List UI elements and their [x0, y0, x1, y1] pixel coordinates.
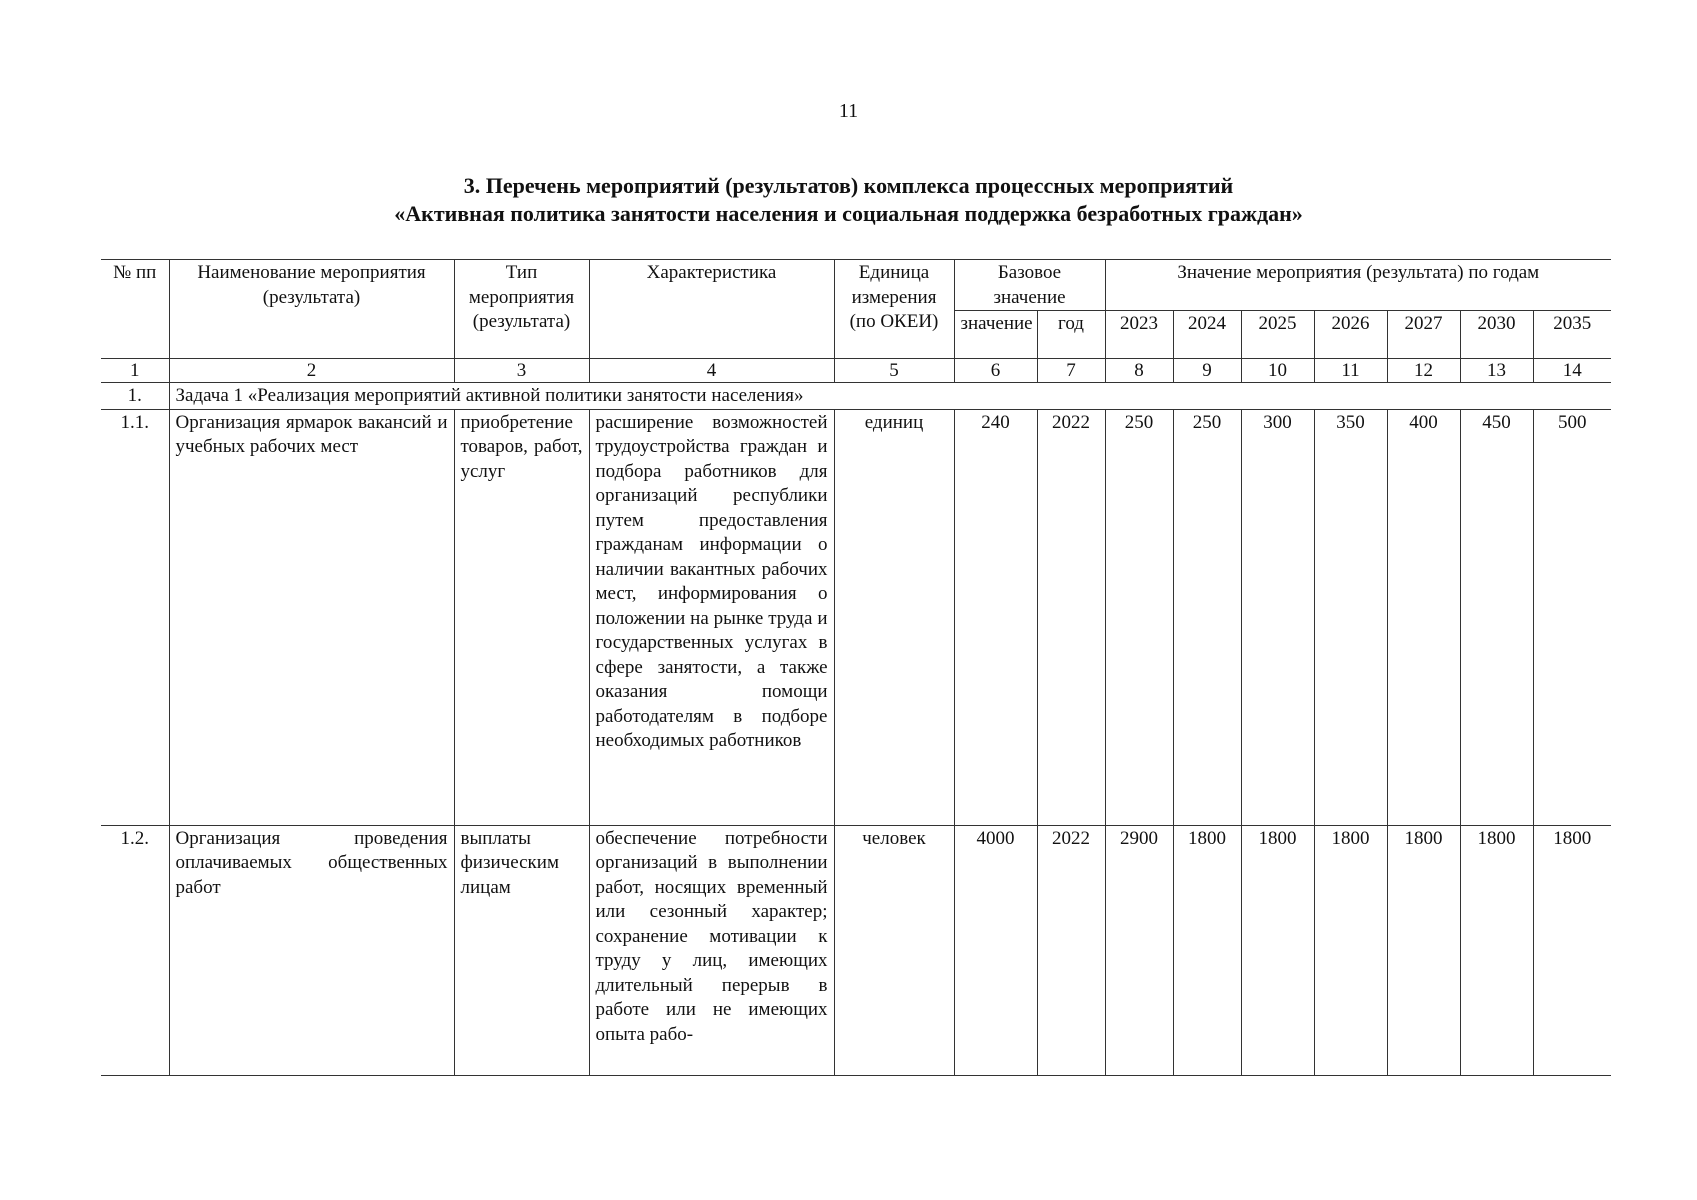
- table-row: [101, 409, 1611, 825]
- row-name: Организация проведения оплачиваемых общественных работ: [169, 825, 454, 1075]
- header-base: Базовое значение: [954, 260, 1105, 311]
- header-unit: Единица измерения (по ОКЕИ): [834, 260, 954, 359]
- row-value-2023: 250: [1105, 409, 1173, 825]
- row-type: выплаты физическим лицам: [454, 825, 589, 1075]
- task-text: Задача 1 «Реализация мероприятий активной политики занятости населения»: [169, 383, 1611, 410]
- row-base-year: 2022: [1037, 825, 1105, 1075]
- column-number: 13: [1460, 359, 1533, 383]
- row-value-2026: 350: [1314, 409, 1387, 825]
- row-name: Организация ярмарок вакансий и учебных рабочих мест: [169, 409, 454, 825]
- column-number: 7: [1037, 359, 1105, 383]
- header-year-2027: 2027: [1387, 311, 1460, 359]
- row-base-value: 240: [954, 409, 1037, 825]
- column-number: 11: [1314, 359, 1387, 383]
- header-base-year: год: [1037, 311, 1105, 359]
- header-base-value: значение: [954, 311, 1037, 359]
- row-characteristic: расширение возможностей трудоустройства граждан и подбора работников для организаций республики путем предоставления гражданам информации о наличии вакантных рабочих мест, информирования о положении на рынке труда и государственных услугах в сфере занятости, а также оказания помощи работодателям в подборе необходимых работников: [589, 409, 834, 825]
- column-number-row: [101, 359, 1611, 383]
- row-value-2024: 1800: [1173, 825, 1241, 1075]
- column-number: 4: [589, 359, 834, 383]
- header-num: № пп: [101, 260, 169, 359]
- column-number: 6: [954, 359, 1037, 383]
- header-year-2023: 2023: [1105, 311, 1173, 359]
- row-num: 1.1.: [101, 409, 169, 825]
- row-unit: человек: [834, 825, 954, 1075]
- row-value-2023: 2900: [1105, 825, 1173, 1075]
- column-number: 12: [1387, 359, 1460, 383]
- row-value-2027: 1800: [1387, 825, 1460, 1075]
- row-num: 1.2.: [101, 825, 169, 1075]
- row-unit: единиц: [834, 409, 954, 825]
- row-base-year: 2022: [1037, 409, 1105, 825]
- column-number: 14: [1533, 359, 1611, 383]
- header-year-2035: 2035: [1533, 311, 1611, 359]
- row-type: приобретение товаров, работ, услуг: [454, 409, 589, 825]
- column-number: 1: [101, 359, 169, 383]
- header-type: Тип мероприятия (результата): [454, 260, 589, 359]
- header-name: Наименование мероприятия (результата): [169, 260, 454, 359]
- row-value-2025: 1800: [1241, 825, 1314, 1075]
- row-value-2025: 300: [1241, 409, 1314, 825]
- column-number: 5: [834, 359, 954, 383]
- task-num: 1.: [101, 383, 169, 410]
- row-value-2026: 1800: [1314, 825, 1387, 1075]
- title-line-2: «Активная политика занятости населения и социальная поддержка безработных граждан»: [394, 201, 1303, 226]
- table-row: [101, 825, 1611, 1075]
- row-value-2027: 400: [1387, 409, 1460, 825]
- task-row: [101, 383, 1611, 410]
- page-number: 11: [838, 100, 859, 122]
- column-number: 2: [169, 359, 454, 383]
- row-value-2024: 250: [1173, 409, 1241, 825]
- row-value-2035: 500: [1533, 409, 1611, 825]
- header-year-2030: 2030: [1460, 311, 1533, 359]
- document-title: [0, 172, 1697, 228]
- header-year-2025: 2025: [1241, 311, 1314, 359]
- row-characteristic: обеспечение потребности организаций в выполнении работ, носящих временный или сезонный характер; сохранение мотивации к труду у лиц, имеющих длительный перерыв в работе или не имеющих опыта рабо-: [589, 825, 834, 1075]
- row-value-2030: 1800: [1460, 825, 1533, 1075]
- row-value-2035: 1800: [1533, 825, 1611, 1075]
- activities-table: [101, 259, 1611, 1076]
- row-value-2030: 450: [1460, 409, 1533, 825]
- title-line-1: 3. Перечень мероприятий (результатов) комплекса процессных мероприятий: [463, 173, 1234, 198]
- column-number: 8: [1105, 359, 1173, 383]
- column-number: 10: [1241, 359, 1314, 383]
- column-number: 9: [1173, 359, 1241, 383]
- column-number: 3: [454, 359, 589, 383]
- row-base-value: 4000: [954, 825, 1037, 1075]
- header-characteristic: Характеристика: [589, 260, 834, 359]
- header-year-2026: 2026: [1314, 311, 1387, 359]
- header-values-by-year: Значение мероприятия (результата) по годам: [1105, 260, 1611, 311]
- header-year-2024: 2024: [1173, 311, 1241, 359]
